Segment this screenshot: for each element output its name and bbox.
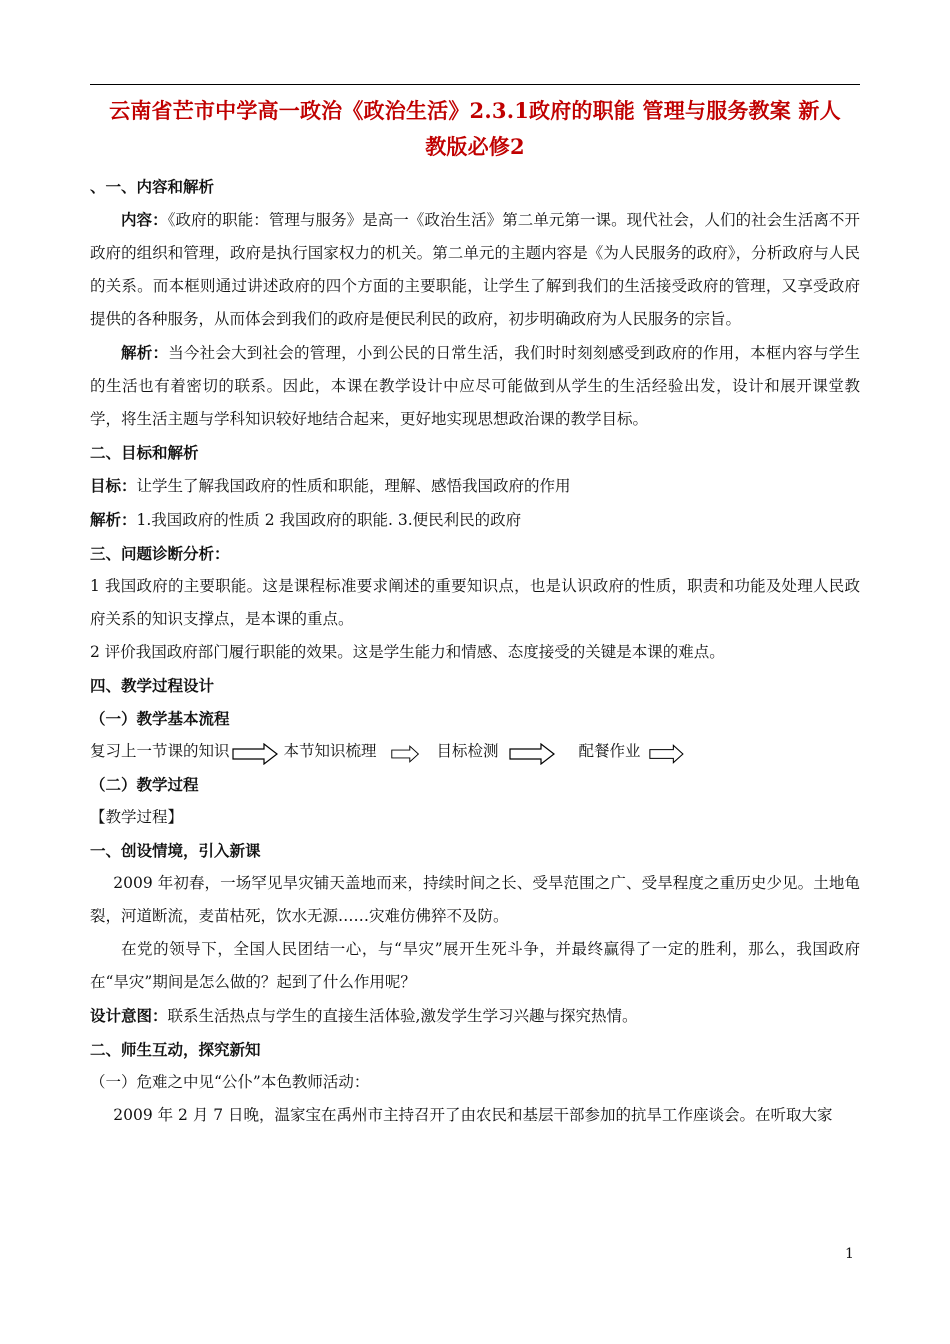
content-text: 《政府的职能：管理与服务》是高一《政治生活》第二单元第一课。现代社会，人们的社会生活离不开政府的组织和管理，政府是执行国家权力的机关。第二单元的主题内容是《为人民服务的政府》，分析政府与人民的关系。而本框则通过讲述政府的四个方面的主要职能，让学生了解到我们的生活接受政府的管理，又享受政府提供的各种服务，从而体会到我们的政府是便民利民的政府，初步明确政府为人民服务的宗旨。 xyxy=(90,211,860,328)
design-intent-label: 设计意图： xyxy=(90,1006,168,1025)
design-intent-text: 联系生活热点与学生的直接生活体验,激发学生学习兴趣与探究热情。 xyxy=(167,1007,638,1025)
flow-step-review: 复习上一节课的知识 xyxy=(90,742,230,760)
party-paragraph: 在党的领导下，全国人民团结一心，与“旱灾”展开生死斗争，并最终赢得了一定的胜利，那么，我国政府在“旱灾”期间是怎么做的？起到了什么作用呢？ xyxy=(90,940,860,991)
goal-label: 目标： xyxy=(90,476,137,495)
subheading-teaching-process: （二）教学过程 xyxy=(90,775,199,794)
analysis-text: 当今社会大到社会的管理，小到公民的日常生活，我们时时刻刻感受到政府的作用，本框内容与学生的生活也有着密切的联系。因此，本课在教学设计中应尽可能做到从学生的生活经验出发，设计和展开课堂教学，将生活主题与学科知识较好地结合起来，更好地实现思想政治课的教学目标。 xyxy=(90,344,860,428)
goal-analysis-paragraph xyxy=(90,503,860,537)
section-heading-diagnosis: 三、问题诊断分析： xyxy=(90,544,230,563)
document-title xyxy=(88,93,862,165)
content-label: 内容： xyxy=(121,210,168,229)
wen-paragraph: 2009 年 2 月 7 日晚，温家宝在禹州市主持召开了由农民和基层干部参加的抗旱工作座谈会。在听取大家 xyxy=(113,1106,833,1124)
part1-heading: 一、创设情境，引入新课 xyxy=(90,841,261,860)
flow-step-homework: 配餐作业 xyxy=(578,742,641,760)
title-line-1: 云南省芒市中学高一政治《政治生活》2.3.1政府的职能 管理与服务教案 新人 xyxy=(109,98,841,123)
flow-arrow-icon xyxy=(509,743,555,765)
activity-heading: （一）危难之中见“公仆”本色教师活动： xyxy=(90,1073,370,1091)
document-body xyxy=(90,170,860,1132)
goal-analysis-text: 1.我国政府的性质 2 我国政府的职能. 3.便民利民的政府 xyxy=(136,511,522,529)
diagnosis-item-2: 2 评价我国政府部门履行职能的效果。这是学生能力和情感、态度接受的关键是本课的难点。 xyxy=(90,643,725,661)
header-rule xyxy=(90,84,860,85)
flow-step-test: 目标检测 xyxy=(436,742,499,760)
diagnosis-item-1: 1 我国政府的主要职能。这是课程标准要求阐述的重要知识点，也是认识政府的性质，职责和功能及处理人民政府关系的知识支撑点，是本课的重点。 xyxy=(90,577,860,628)
subheading-basic-flow: （一）教学基本流程 xyxy=(90,709,230,728)
section-heading-goals: 二、目标和解析 xyxy=(90,443,199,462)
flow-arrow-icon xyxy=(232,743,278,765)
content-paragraph xyxy=(90,203,860,336)
goal-analysis-label: 解析： xyxy=(90,510,137,529)
teaching-flow xyxy=(90,735,860,768)
flow-arrow-icon xyxy=(391,743,427,765)
flow-arrow-icon xyxy=(649,743,689,765)
analysis-paragraph xyxy=(90,336,860,436)
design-intent-paragraph xyxy=(90,999,860,1033)
part2-heading: 二、师生互动，探究新知 xyxy=(90,1040,261,1059)
section-heading-content: 、一、内容和解析 xyxy=(90,177,215,196)
analysis-label: 解析： xyxy=(121,343,169,362)
process-bracket-label: 【教学过程】 xyxy=(90,808,184,826)
title-line-2: 教版必修2 xyxy=(425,134,525,159)
goal-paragraph xyxy=(90,469,860,503)
section-heading-process-design: 四、教学过程设计 xyxy=(90,676,215,695)
goal-text: 让学生了解我国政府的性质和职能，理解、感悟我国政府的作用 xyxy=(136,477,571,495)
drought-paragraph: 2009 年初春，一场罕见旱灾铺天盖地而来，持续时间之长、受旱范围之广、受旱程度之重历史少见。土地龟裂，河道断流，麦苗枯死，饮水无源……灾难仿佛猝不及防。 xyxy=(90,874,860,925)
flow-step-knowledge: 本节知识梳理 xyxy=(283,742,377,760)
page-number: 1 xyxy=(845,1246,854,1262)
